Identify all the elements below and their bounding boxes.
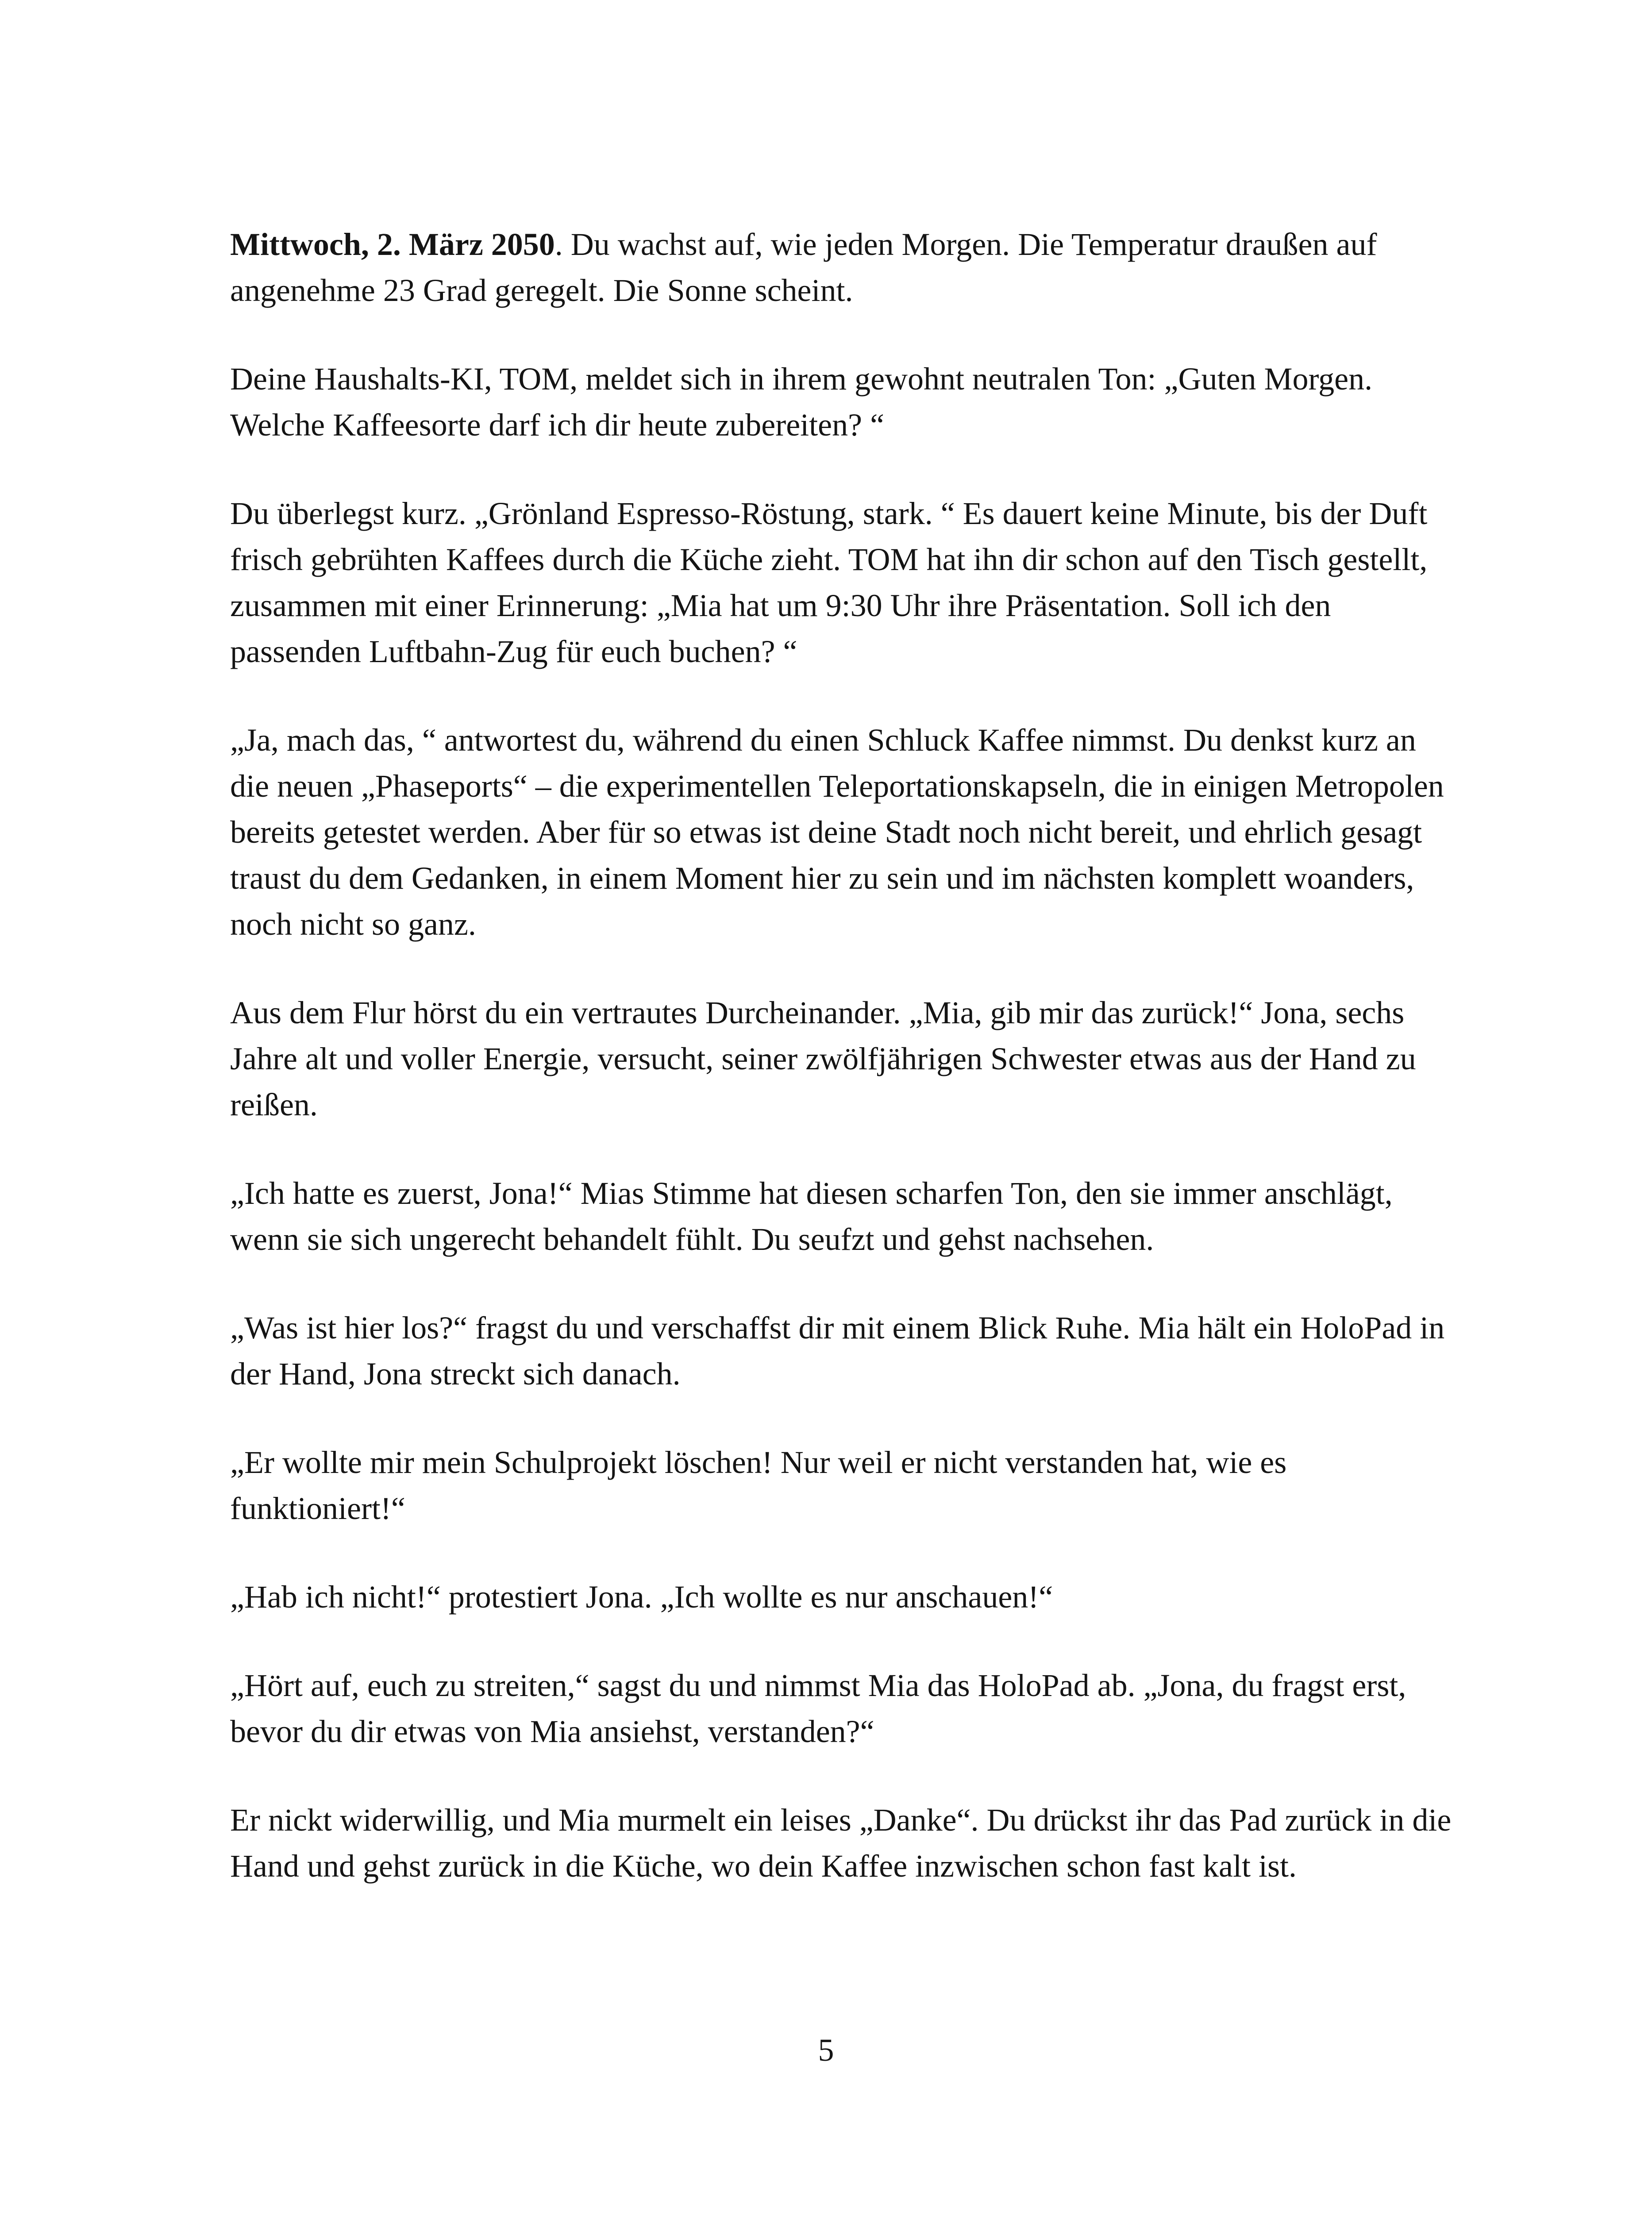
paragraph-3: Du überlegst kurz. „Grönland Espresso-Röstung, stark. “ Es dauert keine Minute, bis der Duft frisch gebrühten Kaffees durch die Küche zieht. TOM hat ihn dir schon auf den Tisch gestellt, zusammen mit einer Erinnerung: „Mia hat um 9:30 Uhr ihre Präsentation. Soll ich den passenden Luftbahn-Zug für euch buchen? “: [230, 496, 1428, 669]
paragraph-9: „Hab ich nicht!“ protestiert Jona. „Ich wollte es nur anschauen!“: [230, 1579, 1053, 1615]
paragraph-1-text: . Du wachst auf, wie jeden Morgen. Die Temperatur draußen auf angenehme 23 Grad geregelt. Die Sonne scheint.: [230, 227, 1377, 308]
paragraph-1: [230, 221, 1460, 313]
paragraph-10: „Hört auf, euch zu streiten,“ sagst du und nimmst Mia das HoloPad ab. „Jona, du fragst erst, bevor du dir etwas von Mia ansiehst, verstanden?“: [230, 1668, 1406, 1749]
paragraph-5: Aus dem Flur hörst du ein vertrautes Durcheinander. „Mia, gib mir das zurück!“ Jona, sechs Jahre alt und voller Energie, versucht, seiner zwölfjährigen Schwester etwas aus der Hand zu reißen.: [230, 995, 1416, 1122]
page-number: 5: [818, 2032, 834, 2068]
paragraph-2: Deine Haushalts-KI, TOM, meldet sich in ihrem gewohnt neutralen Ton: „Guten Morgen. Welche Kaffeesorte darf ich dir heute zubereiten? “: [230, 361, 1373, 443]
paragraph-8: „Er wollte mir mein Schulprojekt löschen! Nur weil er nicht verstanden hat, wie es funktioniert!“: [230, 1445, 1287, 1526]
paragraph-4: „Ja, mach das, “ antwortest du, während du einen Schluck Kaffee nimmst. Du denkst kurz an die neuen „Phaseports“ – die experimentellen Teleportationskapseln, die in einigen Metropolen bereits getestet werden. Aber für so etwas ist deine Stadt noch nicht bereit, und ehrlich gesagt traust du dem Gedanken, in einem Moment hier zu sein und im nächsten komplett woanders, noch nicht so ganz.: [230, 722, 1444, 942]
paragraph-7: „Was ist hier los?“ fragst du und verschaffst dir mit einem Blick Ruhe. Mia hält ein HoloPad in der Hand, Jona streckt sich danach.: [230, 1310, 1445, 1392]
date-heading: Mittwoch, 2. März 2050: [230, 227, 555, 262]
paragraph-11: Er nickt widerwillig, und Mia murmelt ein leises „Danke“. Du drückst ihr das Pad zurück in die Hand und gehst zurück in die Küche, wo dein Kaffee inzwischen schon fast kalt ist.: [230, 1802, 1452, 1884]
paragraph-6: „Ich hatte es zuerst, Jona!“ Mias Stimme hat diesen scharfen Ton, den sie immer anschlägt, wenn sie sich ungerecht behandelt fühlt. Du seufzt und gehst nachsehen.: [230, 1176, 1393, 1257]
body-text: [230, 221, 1460, 1889]
